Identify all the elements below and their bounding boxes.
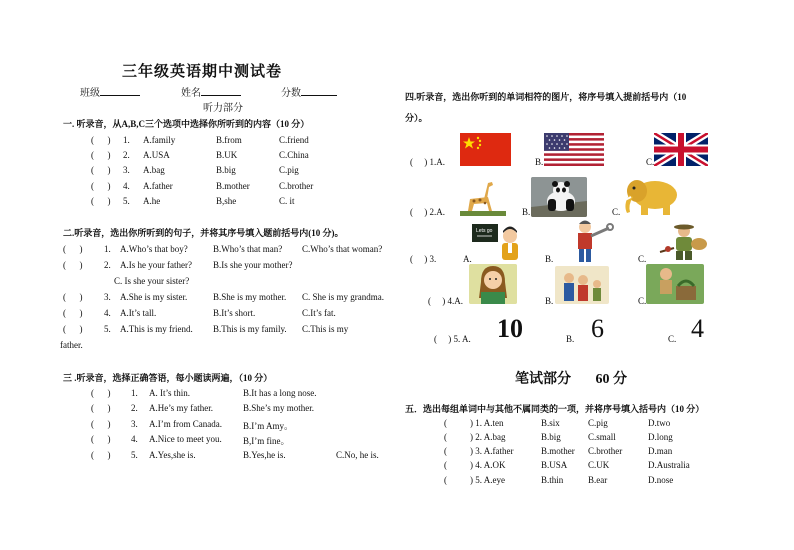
option-c[interactable]: C.It’s fat. xyxy=(302,308,336,318)
option-c[interactable]: C. Is she your sister? xyxy=(114,276,190,286)
option-b[interactable]: B.USA xyxy=(541,460,568,470)
farmer-icon[interactable] xyxy=(654,222,710,262)
option-a[interactable]: A.Nice to meet you. xyxy=(149,434,222,444)
answer-bracket[interactable]: ( xyxy=(444,460,459,470)
option-b[interactable]: B.UK xyxy=(216,150,238,160)
question-number: 4. xyxy=(131,434,138,444)
option-d[interactable]: D.Australia xyxy=(648,460,690,470)
option-c[interactable]: C.No, he is. xyxy=(336,450,379,460)
name-blank[interactable] xyxy=(201,86,241,96)
answer-bracket[interactable]: ( ) xyxy=(91,434,111,444)
girl-icon[interactable] xyxy=(469,264,517,304)
q4-row3-a: A. xyxy=(463,254,472,264)
option-b[interactable]: B.thin xyxy=(541,475,564,485)
question-number: 2. xyxy=(131,403,138,413)
section1-heading: 一. 听录音，从A,B,C三个选项中选择你所听到的内容（10 分） xyxy=(63,119,310,129)
answer-bracket[interactable]: ( ) xyxy=(91,419,111,429)
option-c[interactable]: C.brother xyxy=(588,446,623,456)
answer-bracket[interactable]: ( ) xyxy=(91,388,111,398)
q4-row5-c: C. xyxy=(668,334,677,344)
answer-bracket[interactable]: ( ) xyxy=(63,292,83,302)
option-a[interactable]: A.Is he your father? xyxy=(120,260,192,270)
option-b[interactable]: B.She is my mother. xyxy=(213,292,287,302)
question-number: 4. xyxy=(123,181,130,191)
question-number: 1. xyxy=(123,135,130,145)
q4-row2-num: ( ) 2.A. xyxy=(410,207,445,217)
class-field xyxy=(80,84,140,99)
question-number: 2. xyxy=(123,150,130,160)
teacher-icon[interactable] xyxy=(470,222,522,262)
name-field xyxy=(181,84,241,99)
option-d[interactable]: D.long xyxy=(648,432,673,442)
option-a[interactable]: A.I’m from Canada. xyxy=(149,419,222,429)
option-b[interactable]: B.big xyxy=(216,165,236,175)
answer-bracket[interactable]: ( ) xyxy=(91,450,111,460)
option-c[interactable]: C.brother xyxy=(279,181,314,191)
option-b[interactable]: B,I’m fine。 xyxy=(243,436,290,446)
option-a[interactable]: A.Yes,she is. xyxy=(149,450,196,460)
answer-bracket[interactable]: ( ) xyxy=(91,196,111,206)
answer-bracket[interactable]: ( xyxy=(444,446,459,456)
answer-bracket[interactable]: ( xyxy=(444,432,459,442)
panda-icon[interactable] xyxy=(531,177,587,217)
question-number: 5. xyxy=(123,196,130,206)
option-d[interactable]: D.man xyxy=(648,446,673,456)
option-a[interactable]: A.family xyxy=(143,135,176,145)
answer-bracket[interactable]: ( ) xyxy=(91,150,111,160)
written-part-points: 60 分 xyxy=(595,372,627,387)
question-number: 3. xyxy=(123,165,130,175)
option-a[interactable]: A.This is my friend. xyxy=(120,324,193,334)
q4-row3-b: B. xyxy=(545,254,554,264)
option-a[interactable]: A.he xyxy=(143,196,161,206)
option-c[interactable]: C.small xyxy=(588,432,616,442)
usa-flag-icon[interactable] xyxy=(544,133,604,166)
option-b[interactable]: B.This is my family. xyxy=(213,324,287,334)
option-b[interactable]: B.Is she your mother? xyxy=(213,260,293,270)
q4-row5-num: ( ) 5. A. xyxy=(434,334,471,344)
option-a[interactable]: A.Who’s that boy? xyxy=(120,244,188,254)
q4-row3-num: ( ) 3. xyxy=(410,254,437,264)
section2-heading: 二.听录音，选出你所听到的句子，并将其序号填入题前括号内(10 分)。 xyxy=(63,228,344,238)
option-b[interactable]: B.She’s my mother. xyxy=(243,403,315,413)
question-option-a[interactable]: ) 3. A.father xyxy=(470,446,514,456)
q4-row1-b: B. xyxy=(535,157,544,167)
family-icon[interactable] xyxy=(555,266,609,304)
elephant-icon[interactable] xyxy=(619,175,685,217)
option-c[interactable]: C.This is my xyxy=(302,324,349,334)
answer-bracket[interactable]: ( ) xyxy=(91,135,111,145)
question-option-a[interactable]: ) 4. A.OK xyxy=(470,460,506,470)
q4-row2-b: B. xyxy=(522,207,531,217)
worker-icon[interactable] xyxy=(561,218,615,264)
answer-bracket[interactable]: ( ) xyxy=(63,260,83,270)
giraffe-icon[interactable] xyxy=(458,177,508,217)
class-blank[interactable] xyxy=(100,86,140,96)
option-b[interactable]: B.from xyxy=(216,135,242,145)
option-d[interactable]: D.nose xyxy=(648,475,674,485)
board-text: Lets go xyxy=(476,228,493,234)
class-label: 班级 xyxy=(80,88,100,99)
option-b[interactable]: B.six xyxy=(541,418,560,428)
section4-heading-line2: 分）。 xyxy=(405,113,428,123)
option-c[interactable]: C.UK xyxy=(588,460,610,470)
q4-row5-b: B. xyxy=(566,334,575,344)
number-4-option[interactable]: 4 xyxy=(691,314,704,343)
option-d[interactable]: D.two xyxy=(648,418,671,428)
answer-bracket[interactable]: ( ) xyxy=(91,181,111,191)
section3-heading: 三 .听录音，选择正确答语，每小题读两遍，（10 分） xyxy=(63,373,273,383)
option-b[interactable]: B,she xyxy=(216,196,237,206)
option-c[interactable]: C.Who’s that woman? xyxy=(302,244,383,254)
answer-bracket[interactable]: ( ) xyxy=(63,308,83,318)
section5-heading: 五．选出每组单词中与其他不属同类的一项，并将序号填入括号内（10 分） xyxy=(405,404,705,414)
answer-bracket[interactable]: ( ) xyxy=(63,244,83,254)
score-field xyxy=(281,84,337,99)
listening-part-heading: 听力部分 xyxy=(203,103,243,114)
question-number: 3. xyxy=(104,292,111,302)
option-a[interactable]: A.It’s tall. xyxy=(120,308,157,318)
q4-row4-c: C. xyxy=(638,296,647,306)
answer-bracket[interactable]: ( ) xyxy=(91,403,111,413)
option-c-continued: father. xyxy=(60,340,83,350)
q4-row4-b: B. xyxy=(545,296,554,306)
q4-row1-num: ( ) 1.A. xyxy=(410,157,445,167)
option-c[interactable]: C.pig xyxy=(588,418,608,428)
answer-bracket[interactable]: ( xyxy=(444,475,459,485)
option-b[interactable]: B.Yes,he is. xyxy=(243,450,286,460)
q4-row3-c: C. xyxy=(638,254,647,264)
question-option-a[interactable]: ) 2. A.bag xyxy=(470,432,506,442)
answer-bracket[interactable]: ( ) xyxy=(91,165,111,175)
option-b[interactable]: B.Who’s that man? xyxy=(213,244,283,254)
option-a[interactable]: A.He’s my father. xyxy=(149,403,213,413)
option-c[interactable]: C. She is my grandma. xyxy=(302,292,384,302)
option-a[interactable]: A.USA xyxy=(143,150,170,160)
question-number: 5. xyxy=(104,324,111,334)
option-a[interactable]: A.She is my sister. xyxy=(120,292,188,302)
option-b[interactable]: B.It has a long nose. xyxy=(243,388,317,398)
question-option-a[interactable]: ) 5. A.eye xyxy=(470,475,505,485)
uk-flag-icon[interactable] xyxy=(654,133,708,166)
china-flag-icon[interactable] xyxy=(460,133,511,166)
page-title: 三年级英语期中测试卷 xyxy=(122,64,283,80)
option-b[interactable]: B.I’m Amy。 xyxy=(243,421,294,431)
question-number: 1. xyxy=(131,388,138,398)
option-b[interactable]: B.mother xyxy=(216,181,250,191)
option-a[interactable]: A. It’s thin. xyxy=(149,388,191,398)
question-option-a[interactable]: ) 1. A.ten xyxy=(470,418,504,428)
score-blank[interactable] xyxy=(301,86,337,96)
option-a[interactable]: A.father xyxy=(143,181,173,191)
section4-heading-line1: 四.听录音，选出你听到的单词相符的图片，将序号填入提前括号内（10 xyxy=(405,92,687,102)
option-c[interactable]: C.pig xyxy=(279,165,299,175)
gardener-icon[interactable] xyxy=(646,264,704,304)
option-c[interactable]: C.friend xyxy=(279,135,309,145)
question-number: 3. xyxy=(131,419,138,429)
option-c[interactable]: B.ear xyxy=(588,475,608,485)
option-b[interactable]: B.big xyxy=(541,432,561,442)
option-c[interactable]: C. it xyxy=(279,196,295,206)
question-number: 2. xyxy=(104,260,111,270)
answer-bracket[interactable]: ( xyxy=(444,418,459,428)
question-number: 4. xyxy=(104,308,111,318)
question-number: 1. xyxy=(104,244,111,254)
written-part-title: 笔试部分 60 分 xyxy=(515,372,627,387)
answer-bracket[interactable]: ( ) xyxy=(63,324,83,334)
option-b[interactable]: B.mother xyxy=(541,446,575,456)
option-a[interactable]: A.bag xyxy=(143,165,165,175)
question-number: 5. xyxy=(131,450,138,460)
name-label: 姓名 xyxy=(181,88,201,99)
q4-row2-c: C. xyxy=(612,207,621,217)
option-b[interactable]: B.It’s short. xyxy=(213,308,256,318)
option-c[interactable]: C.China xyxy=(279,150,309,160)
number-10-option[interactable]: 10 xyxy=(497,314,523,343)
q4-row1-c: C. xyxy=(646,157,655,167)
score-label: 分数 xyxy=(281,88,301,99)
number-6-option[interactable]: 6 xyxy=(591,314,604,343)
q4-row4-num: ( ) 4.A. xyxy=(428,296,463,306)
